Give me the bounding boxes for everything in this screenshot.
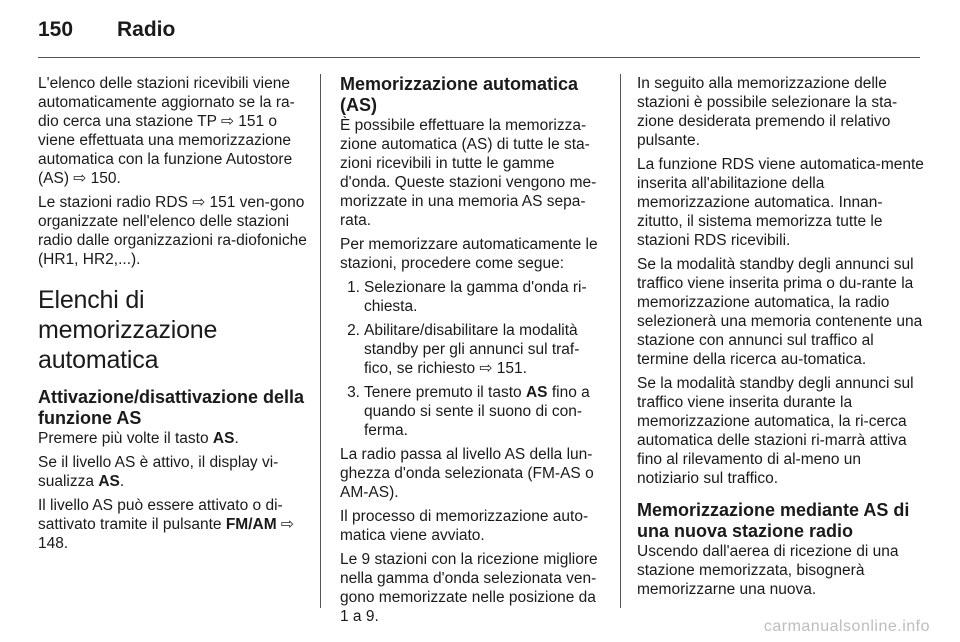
step-text: fino a quando si sente il suono di con-ferma. [364, 384, 590, 439]
paragraph: Per memorizzare automaticamente le stazioni, procedere come segue: [340, 236, 598, 272]
display-label-as: AS [98, 473, 120, 490]
watermark: carmanualsonline.info [763, 618, 930, 635]
paragraph: È possibile effettuare la memorizza-zione automatica (AS) di tutte le sta-zioni ricevibili in tutte le gamme d'onda. Queste stazioni vengono me-morizzate in una memoria AS sepa-rata. [340, 117, 597, 229]
step-number: 2. [347, 322, 360, 339]
column-3 [637, 74, 927, 604]
button-label-fm-am: FM/AM [225, 516, 277, 533]
paragraph: Se la modalità standby degli annunci sul traffico viene inserita prima o du-rante la memorizzazione automatica, la radio selezionerà una memoria contenente una stazione con annunci sul traffico al termine della ricerca au-tomatica. [637, 256, 923, 368]
column-2 [340, 74, 606, 631]
list-item [340, 278, 606, 316]
paragraph [38, 429, 310, 448]
step-text: Tenere premuto il tasto [364, 384, 526, 401]
step-number: 1. [347, 279, 360, 296]
step-text: Selezionare la gamma d'onda ri-chiesta. [364, 279, 587, 315]
running-title: Radio [117, 18, 176, 41]
paragraph: Il processo di memorizzazione auto-matica viene avviato. [340, 508, 589, 544]
paragraph [38, 496, 310, 553]
subsection-title: Memorizzazione automatica (AS) [340, 74, 579, 115]
list-item [340, 383, 606, 440]
text-run: ⇨ 148. [38, 516, 294, 552]
list-item [340, 321, 606, 378]
steps-list [340, 278, 606, 440]
paragraph [38, 453, 310, 491]
column-divider-1 [320, 74, 321, 608]
page-number: 150 [38, 18, 74, 41]
paragraph: L'elenco delle stazioni ricevibili viene automaticamente aggiornato se la ra-dio cerca una stazione TP ⇨ 151 o viene effettuata una memorizzazione automatica con la funzione Autostore (AS) ⇨ 150. [38, 75, 295, 187]
column-1 [38, 74, 310, 558]
paragraph: Le 9 stazioni con la ricezione migliore nella gamma d'onda selezionata ven-gono memorizzate nelle posizione da 1 a 9. [340, 551, 598, 625]
text-run: Premere più volte il tasto [38, 430, 213, 447]
button-label-as: AS [525, 384, 548, 401]
column-divider-2 [620, 74, 621, 608]
text-run: . [119, 473, 125, 490]
paragraph: Se la modalità standby degli annunci sul traffico viene inserita durante la memorizzazione automatica, la ri-cerca automatica delle stazioni ri-marrà attiva fino al rilevamento di al-meno un notiziario sul traffico. [637, 375, 914, 487]
paragraph: Uscendo dall'aerea di ricezione di una stazione memorizzata, bisognerà memorizzarne una nuova. [637, 543, 899, 598]
button-label-as: AS [212, 430, 235, 447]
paragraph: La radio passa al livello AS della lun-ghezza d'onda selezionata (FM-AS o AM-AS). [340, 446, 594, 501]
step-text: Abilitare/disabilitare la modalità standby per gli annunci sul traf-fico, se richiesto ⇨ 151. [364, 322, 580, 377]
text-run: . [234, 430, 239, 447]
text-run: Se il livello AS è attivo, il display vi-sualizza [38, 454, 279, 490]
page-header [38, 18, 918, 48]
step-number: 3. [347, 384, 360, 401]
paragraph: Le stazioni radio RDS ⇨ 151 ven-gono organizzate nell'elenco delle stazioni radio dalle organizzazioni ra-diofoniche (HR1, HR2,...). [38, 194, 307, 268]
paragraph: La funzione RDS viene automatica-mente inserita all'abilitazione della memorizzazione automatica. Innan-zitutto, il sistema memorizza tutte le stazioni RDS ricevibili. [637, 156, 924, 249]
subsection-title: Memorizzazione mediante AS di una nuova stazione radio [637, 500, 910, 541]
section-title: Elenchi di memorizzazione automatica [38, 286, 218, 374]
header-divider [38, 57, 920, 58]
subsection-title: Attivazione/disattivazione della funzione AS [38, 387, 305, 428]
paragraph: In seguito alla memorizzazione delle stazioni è possibile selezionare la sta-zione desiderata premendo il relativo pulsante. [637, 75, 898, 149]
text-run: Il livello AS può essere attivato o di-sattivato tramite il pulsante [38, 497, 283, 533]
